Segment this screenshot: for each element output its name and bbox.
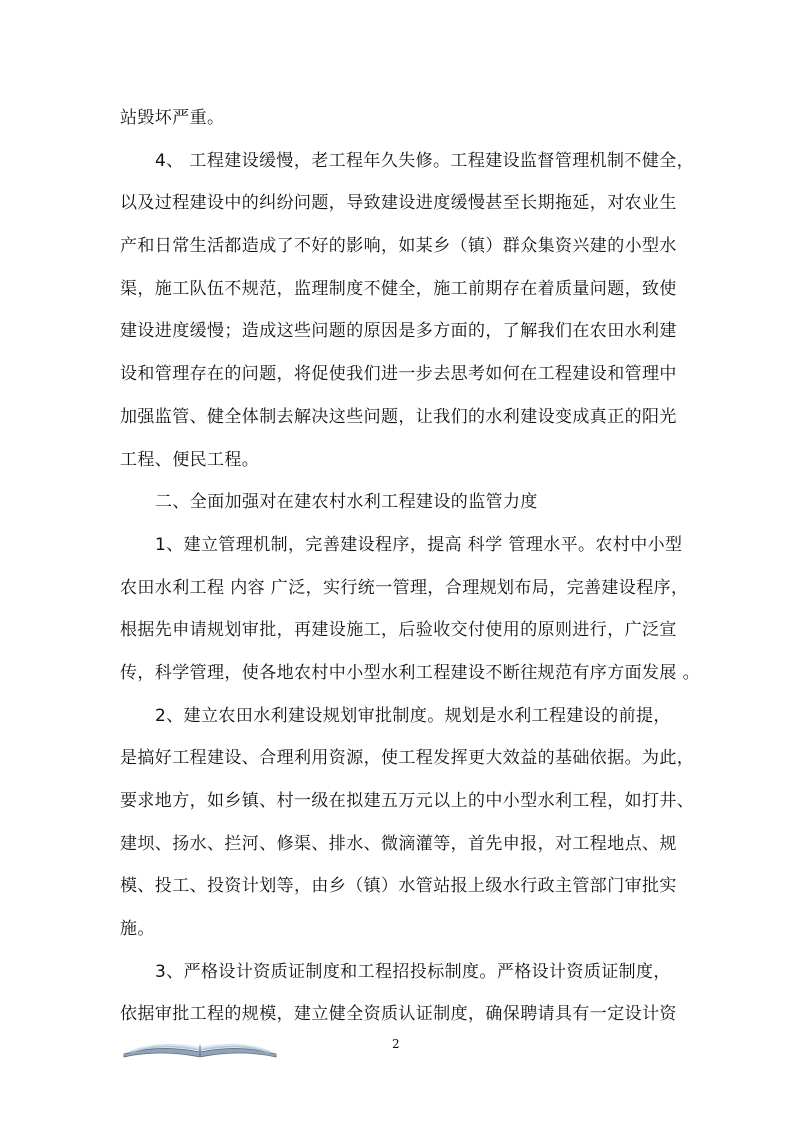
text-line-6: 建设进度缓慢；造成这些问题的原因是多方面的，了解我们在农田水利建 [120, 321, 677, 341]
text-line-20: 施。 [120, 919, 155, 939]
text-line-21: 3、严格设计资质证制度和工程招投标制度。严格设计资质证制度， [155, 962, 671, 982]
text-line-11: 1、建立管理机制，完善建设程序，提高 科学 管理水平。农村中小型 [155, 535, 683, 555]
text-line-12: 农田水利工程 内容 广泛，实行统一管理，合理规划布局，完善建设程序， [120, 578, 689, 598]
text-line-16: 是搞好工程建设、合理利用资源，使工程发挥更大效益的基础依据。为此， [120, 748, 695, 768]
text-line-18: 建坝、扬水、拦河、修渠、排水、微滴灌等，首先申报，对工程地点、规 [120, 834, 677, 854]
open-book-icon [120, 1030, 280, 1060]
text-line-19: 模、投工、投资计划等，由乡（镇）水管站报上级水行政主管部门审批实 [120, 876, 677, 896]
section-heading: 二、全面加强对在建农村水利工程建设的监管力度 [155, 492, 538, 512]
text-line-14: 传，科学管理，使各地农村中小型水利工程建设不断往规范有序方面发展 。 [120, 663, 701, 683]
text-line-13: 根据先申请规划审批，再建设施工，后验收交付使用的原则进行，广泛宣 [120, 620, 677, 640]
text-line-17: 要求地方，如乡镇、村一级在拟建五万元以上的中小型水利工程，如打井、 [120, 791, 695, 811]
text-line-3: 以及过程建设中的纠纷问题，导致建设进度缓慢甚至长期拖延，对农业生 [120, 193, 677, 213]
page-number: 2 [392, 1037, 400, 1051]
text-line-2: 4、 工程建设缓慢，老工程年久失修。工程建设监督管理机制不健全， [155, 151, 695, 171]
text-line-9: 工程、便民工程。 [120, 450, 260, 470]
text-line-15: 2、建立农田水利建设规划审批制度。规划是水利工程建设的前提， [155, 706, 671, 726]
text-line-4: 产和日常生活都造成了不好的影响，如某乡（镇）群众集资兴建的小型水 [120, 236, 677, 256]
text-line-1: 站毁坏严重。 [120, 108, 225, 128]
text-line-7: 设和管理存在的问题，将促使我们进一步去思考如何在工程建设和管理中 [120, 364, 677, 384]
text-line-22: 依据审批工程的规模，建立健全资质认证制度，确保聘请具有一定设计资 [120, 1004, 677, 1024]
text-line-5: 渠，施工队伍不规范，监理制度不健全，施工前期存在着质量问题，致使 [120, 279, 677, 299]
text-line-8: 加强监管、健全体制去解决这些问题，让我们的水利建设变成真正的阳光 [120, 407, 677, 427]
